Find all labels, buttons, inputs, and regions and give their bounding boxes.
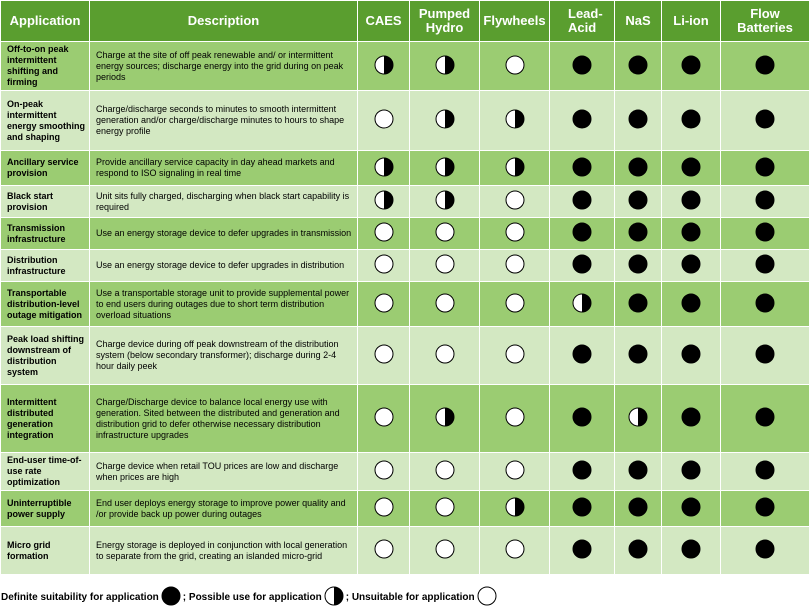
full-circle-icon: [681, 293, 701, 316]
rating-cell: [480, 91, 550, 151]
full-circle-icon: [572, 407, 592, 430]
rating-cell: [480, 327, 550, 385]
application-cell: Off-to-on peak intermittent shifting and firming: [1, 42, 90, 91]
application-cell: Distribution infrastructure: [1, 250, 90, 282]
rating-cell: [721, 218, 809, 250]
rating-cell: [480, 218, 550, 250]
description-column-header: Description: [90, 1, 358, 42]
full-circle-icon: [755, 497, 775, 520]
table-row: [1, 91, 809, 151]
table-body: [1, 42, 809, 575]
full-circle-icon: [628, 109, 648, 132]
full-circle-icon: [755, 55, 775, 78]
rating-cell: [410, 91, 480, 151]
full-circle-icon: [628, 55, 648, 78]
full-circle-icon: [572, 460, 592, 483]
application-cell: Intermittent distributed generation integration: [1, 385, 90, 453]
description-cell: Use a transportable storage unit to provide supplemental power to end users during outages due to short term distribution overload situations: [90, 282, 358, 327]
rating-cell: [410, 385, 480, 453]
rating-cell: [358, 453, 410, 491]
rating-cell: [721, 385, 809, 453]
empty-circle-icon: [435, 293, 455, 316]
half-circle-icon: [374, 157, 394, 180]
rating-cell: [410, 151, 480, 186]
rating-cell: [615, 186, 662, 218]
description-cell: Provide ancillary service capacity in day ahead markets and respond to ISO signaling in real time: [90, 151, 358, 186]
empty-circle-icon: [435, 460, 455, 483]
full-circle-icon: [755, 539, 775, 562]
empty-circle-icon: [374, 497, 394, 520]
rating-cell: [358, 91, 410, 151]
rating-cell: [550, 527, 615, 575]
empty-circle-icon: [374, 539, 394, 562]
table-row: [1, 527, 809, 575]
tech-column-header: NaS: [615, 1, 662, 42]
full-circle-icon: [572, 190, 592, 213]
rating-cell: [550, 218, 615, 250]
rating-cell: [358, 385, 410, 453]
application-cell: Black start provision: [1, 186, 90, 218]
half-circle-icon: [374, 55, 394, 78]
rating-cell: [662, 186, 721, 218]
rating-cell: [550, 282, 615, 327]
rating-cell: [662, 527, 721, 575]
half-circle-icon: [435, 190, 455, 213]
full-circle-icon: [572, 254, 592, 277]
rating-cell: [662, 42, 721, 91]
description-cell: Use an energy storage device to defer upgrades in transmission: [90, 218, 358, 250]
rating-cell: [615, 218, 662, 250]
rating-cell: [480, 453, 550, 491]
full-circle-icon: [628, 460, 648, 483]
full-circle-icon: [628, 293, 648, 316]
rating-cell: [615, 42, 662, 91]
full-circle-icon: [572, 344, 592, 367]
legend-definite-label: Definite suitability for application: [1, 591, 159, 603]
rating-cell: [721, 186, 809, 218]
full-circle-icon: [628, 497, 648, 520]
application-cell: Uninterruptible power supply: [1, 491, 90, 527]
full-circle-icon: [755, 460, 775, 483]
full-circle-icon: [681, 497, 701, 520]
table-row: [1, 453, 809, 491]
half-circle-icon: [505, 497, 525, 520]
full-circle-icon: [755, 222, 775, 245]
rating-cell: [550, 42, 615, 91]
rating-cell: [550, 453, 615, 491]
rating-cell: [615, 491, 662, 527]
empty-circle-icon: [374, 407, 394, 430]
rating-cell: [721, 327, 809, 385]
full-circle-icon: [681, 460, 701, 483]
rating-cell: [480, 491, 550, 527]
legend-empty-circle-icon: [477, 586, 497, 609]
legend-half-circle-icon: [324, 586, 344, 609]
empty-circle-icon: [374, 222, 394, 245]
rating-cell: [662, 218, 721, 250]
rating-cell: [550, 151, 615, 186]
table-row: [1, 250, 809, 282]
rating-cell: [410, 218, 480, 250]
full-circle-icon: [628, 190, 648, 213]
tech-column-header: Flow Batteries: [721, 1, 809, 42]
rating-cell: [615, 91, 662, 151]
full-circle-icon: [572, 55, 592, 78]
rating-cell: [358, 527, 410, 575]
half-circle-icon: [628, 407, 648, 430]
rating-cell: [721, 151, 809, 186]
rating-cell: [615, 151, 662, 186]
full-circle-icon: [681, 254, 701, 277]
rating-cell: [721, 250, 809, 282]
rating-cell: [662, 385, 721, 453]
rating-cell: [550, 491, 615, 527]
rating-cell: [662, 453, 721, 491]
half-circle-icon: [435, 407, 455, 430]
empty-circle-icon: [435, 222, 455, 245]
rating-cell: [410, 453, 480, 491]
application-cell: Transmission infrastructure: [1, 218, 90, 250]
rating-cell: [721, 527, 809, 575]
half-circle-icon: [505, 157, 525, 180]
tech-column-header: Pumped Hydro: [410, 1, 480, 42]
empty-circle-icon: [505, 344, 525, 367]
rating-cell: [480, 250, 550, 282]
rating-cell: [550, 327, 615, 385]
rating-cell: [721, 453, 809, 491]
rating-cell: [480, 151, 550, 186]
table-row: [1, 186, 809, 218]
rating-cell: [410, 186, 480, 218]
rating-cell: [615, 250, 662, 282]
description-cell: Charge/discharge seconds to minutes to smooth intermittent generation and/or charge/discharge minutes to hours to shape energy profile: [90, 91, 358, 151]
rating-cell: [550, 91, 615, 151]
rating-cell: [662, 250, 721, 282]
description-cell: Charge/Discharge device to balance local energy use with generation. Sited between the distributed and generation and distribution grid to defer otherwise necessary distribution infrastructure upgrades: [90, 385, 358, 453]
half-circle-icon: [505, 109, 525, 132]
half-circle-icon: [435, 55, 455, 78]
empty-circle-icon: [505, 55, 525, 78]
rating-cell: [358, 218, 410, 250]
application-cell: On-peak intermittent energy smoothing and shaping: [1, 91, 90, 151]
rating-cell: [358, 282, 410, 327]
empty-circle-icon: [435, 254, 455, 277]
rating-cell: [721, 491, 809, 527]
full-circle-icon: [628, 344, 648, 367]
rating-cell: [721, 91, 809, 151]
description-cell: End user deploys energy storage to improve power quality and /or provide back up power during outages: [90, 491, 358, 527]
full-circle-icon: [681, 109, 701, 132]
rating-cell: [358, 250, 410, 282]
tech-column-header: Flywheels: [480, 1, 550, 42]
rating-cell: [662, 91, 721, 151]
rating-cell: [358, 186, 410, 218]
rating-cell: [662, 282, 721, 327]
rating-cell: [480, 385, 550, 453]
rating-cell: [410, 327, 480, 385]
rating-cell: [480, 186, 550, 218]
empty-circle-icon: [505, 190, 525, 213]
full-circle-icon: [572, 157, 592, 180]
rating-cell: [480, 282, 550, 327]
half-circle-icon: [374, 190, 394, 213]
full-circle-icon: [755, 293, 775, 316]
full-circle-icon: [681, 539, 701, 562]
tech-column-header: CAES: [358, 1, 410, 42]
tech-column-header: Lead-Acid: [550, 1, 615, 42]
rating-cell: [662, 151, 721, 186]
empty-circle-icon: [505, 222, 525, 245]
empty-circle-icon: [505, 539, 525, 562]
full-circle-icon: [572, 539, 592, 562]
header-row: [1, 1, 809, 42]
empty-circle-icon: [374, 460, 394, 483]
rating-cell: [410, 527, 480, 575]
full-circle-icon: [572, 109, 592, 132]
full-circle-icon: [628, 254, 648, 277]
full-circle-icon: [572, 497, 592, 520]
rating-cell: [358, 42, 410, 91]
full-circle-icon: [681, 344, 701, 367]
rating-cell: [615, 527, 662, 575]
half-circle-icon: [435, 157, 455, 180]
empty-circle-icon: [435, 344, 455, 367]
rating-cell: [410, 42, 480, 91]
empty-circle-icon: [374, 293, 394, 316]
application-cell: Ancillary service provision: [1, 151, 90, 186]
rating-cell: [480, 527, 550, 575]
full-circle-icon: [628, 222, 648, 245]
rating-cell: [721, 42, 809, 91]
empty-circle-icon: [374, 344, 394, 367]
empty-circle-icon: [374, 109, 394, 132]
description-cell: Unit sits fully charged, discharging when black start capability is required: [90, 186, 358, 218]
rating-cell: [358, 327, 410, 385]
rating-cell: [662, 491, 721, 527]
application-cell: Peak load shifting downstream of distribution system: [1, 327, 90, 385]
rating-cell: [550, 186, 615, 218]
full-circle-icon: [755, 344, 775, 367]
application-cell: End-user time-of-use rate optimization: [1, 453, 90, 491]
rating-cell: [550, 250, 615, 282]
empty-circle-icon: [505, 460, 525, 483]
rating-cell: [615, 282, 662, 327]
table-row: [1, 218, 809, 250]
legend-full-circle-icon: [161, 586, 181, 609]
rating-cell: [410, 491, 480, 527]
half-circle-icon: [572, 293, 592, 316]
description-cell: Use an energy storage device to defer upgrades in distribution: [90, 250, 358, 282]
full-circle-icon: [628, 539, 648, 562]
application-cell: Transportable distribution-level outage mitigation: [1, 282, 90, 327]
description-cell: Energy storage is deployed in conjunction with local generation to separate from the grid, creating an islanded micro-grid: [90, 527, 358, 575]
rating-cell: [615, 453, 662, 491]
full-circle-icon: [755, 254, 775, 277]
rating-cell: [550, 385, 615, 453]
rating-cell: [358, 491, 410, 527]
full-circle-icon: [572, 222, 592, 245]
rating-cell: [480, 42, 550, 91]
half-circle-icon: [435, 109, 455, 132]
empty-circle-icon: [374, 254, 394, 277]
table-row: [1, 282, 809, 327]
tech-column-header: Li-ion: [662, 1, 721, 42]
empty-circle-icon: [505, 407, 525, 430]
description-cell: Charge device when retail TOU prices are low and discharge when prices are high: [90, 453, 358, 491]
full-circle-icon: [755, 190, 775, 213]
full-circle-icon: [681, 157, 701, 180]
application-cell: Micro grid formation: [1, 527, 90, 575]
description-cell: Charge device during off peak downstream of the distribution system (below secondary transformer); discharge during 2-4 hour daily peek: [90, 327, 358, 385]
table-row: [1, 327, 809, 385]
full-circle-icon: [755, 157, 775, 180]
rating-cell: [615, 327, 662, 385]
full-circle-icon: [681, 407, 701, 430]
rating-cell: [410, 250, 480, 282]
rating-cell: [615, 385, 662, 453]
table-row: [1, 491, 809, 527]
table-row: [1, 385, 809, 453]
legend: [0, 584, 809, 610]
empty-circle-icon: [505, 293, 525, 316]
empty-circle-icon: [435, 539, 455, 562]
table-row: [1, 151, 809, 186]
legend-unsuitable-label: ; Unsuitable for application: [345, 591, 475, 603]
full-circle-icon: [681, 190, 701, 213]
full-circle-icon: [755, 109, 775, 132]
rating-cell: [721, 282, 809, 327]
full-circle-icon: [681, 55, 701, 78]
rating-cell: [410, 282, 480, 327]
table-row: [1, 42, 809, 91]
rating-cell: [662, 327, 721, 385]
empty-circle-icon: [435, 497, 455, 520]
description-cell: Charge at the site of off peak renewable and/ or intermittent energy sources; discharge energy into the grid during on peak periods: [90, 42, 358, 91]
empty-circle-icon: [505, 254, 525, 277]
rating-cell: [358, 151, 410, 186]
full-circle-icon: [755, 407, 775, 430]
legend-possible-label: ; Possible use for application: [182, 591, 322, 603]
full-circle-icon: [681, 222, 701, 245]
application-column-header: Application: [1, 1, 90, 42]
full-circle-icon: [628, 157, 648, 180]
